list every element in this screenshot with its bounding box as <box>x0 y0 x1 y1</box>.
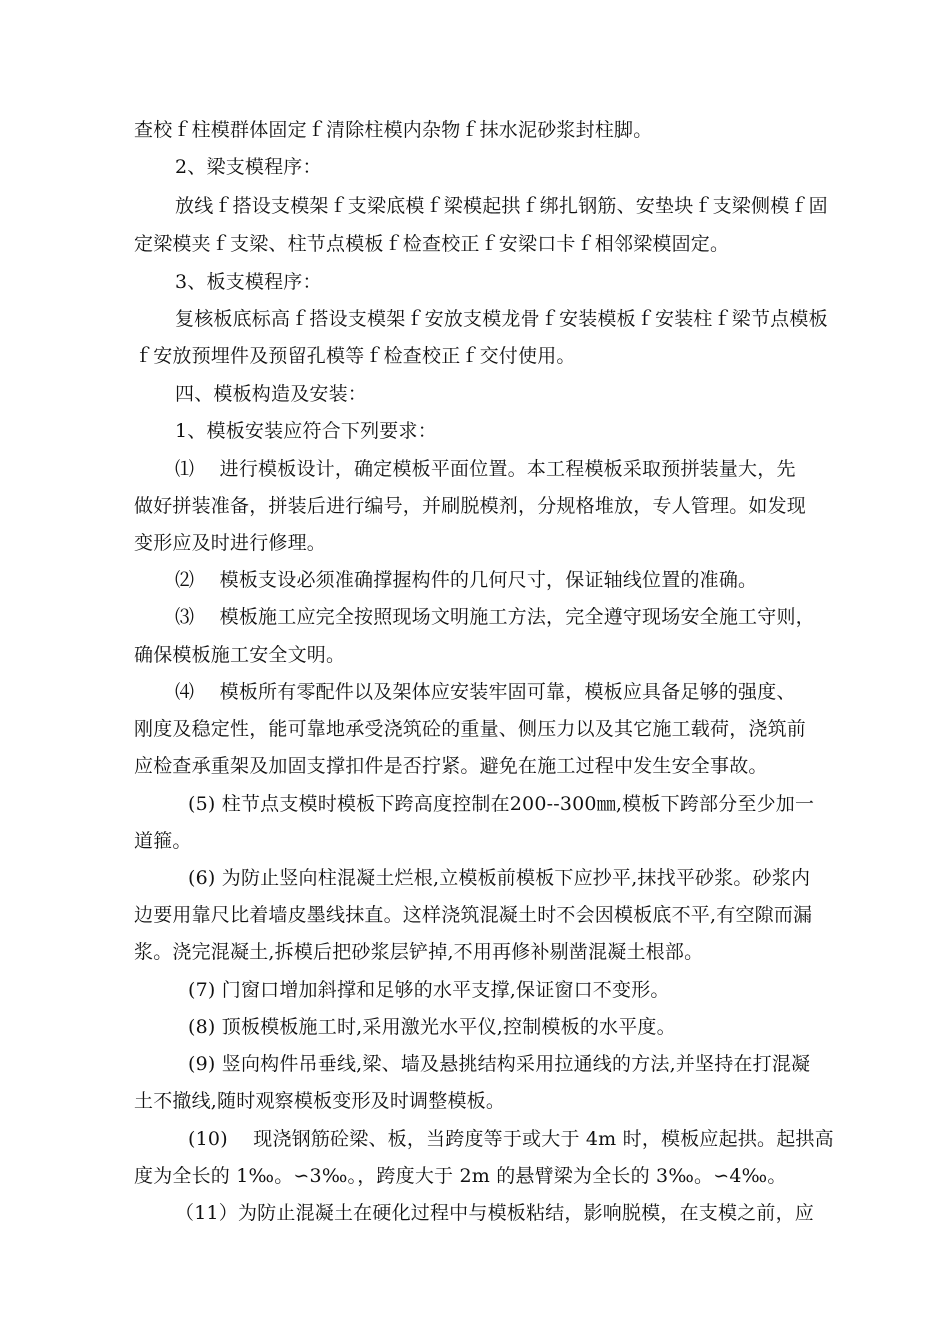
text-line: 浆。浇完混凝土,拆模后把砂浆层铲掉,不用再修补剔凿混凝土根部。 <box>134 941 704 963</box>
text-line: (8) 顶板模板施工时,采用激光水平仪,控制模板的水平度。 <box>188 1016 676 1038</box>
text-line: 应检查承重架及加固支撑扣件是否拧紧。避免在施工过程中发生安全事故。 <box>134 755 768 777</box>
section-heading: 1、模板安装应符合下列要求： <box>175 420 437 442</box>
text-line: 定梁模夹ｆ支梁、柱节点模板ｆ检查校正ｆ安梁口卡ｆ相邻梁模固定。 <box>134 233 730 255</box>
text-line: 变形应及时进行修理。 <box>134 532 327 554</box>
text-line: ⑴ 进行模板设计，确定模板平面位置。本工程模板采取预拼装量大，先 <box>175 458 796 480</box>
text-line: 复核板底标高ｆ搭设支模架ｆ安放支模龙骨ｆ安装模板ｆ安装柱ｆ梁节点模板 <box>175 308 828 330</box>
text-line: (6) 为防止竖向柱混凝土烂根,立模板前模板下应抄平,抹找平砂浆。砂浆内 <box>188 867 811 889</box>
section-heading: 2、梁支模程序： <box>175 156 322 178</box>
text-line: ｆ安放预埋件及预留孔模等ｆ检查校正ｆ交付使用。 <box>134 345 576 367</box>
text-line: 做好拼装准备，拼装后进行编号，并刷脱模剂，分规格堆放，专人管理。如发现 <box>134 495 807 517</box>
text-line: 放线ｆ搭设支模架ｆ支梁底模ｆ梁模起拱ｆ绑扎钢筋、安垫块ｆ支梁侧模ｆ固 <box>175 195 828 217</box>
text-line: 边要用靠尺比着墙皮墨线抹直。这样浇筑混凝土时不会因模板底不平,有空隙而漏 <box>134 904 813 926</box>
text-line: (7) 门窗口增加斜撑和足够的水平支撑,保证窗口不变形。 <box>188 979 670 1001</box>
text-line: ⑷ 模板所有零配件以及架体应安装牢固可靠，模板应具备足够的强度、 <box>175 681 796 703</box>
text-line: （11）为防止混凝土在硬化过程中与模板粘结，影响脱模，在支模之前，应 <box>175 1202 814 1224</box>
chapter-heading: 四、模板构造及安装： <box>175 383 368 405</box>
text-line: ⑶ 模板施工应完全按照现场文明施工方法，完全遵守现场安全施工守则， <box>175 606 815 628</box>
section-heading: 3、板支模程序： <box>175 271 322 293</box>
text-line: (5) 柱节点支模时模板下跨高度控制在200--300㎜,模板下跨部分至少加一 <box>188 793 815 815</box>
text-line: 刚度及稳定性，能可靠地承受浇筑砼的重量、侧压力以及其它施工载荷，浇筑前 <box>134 718 807 740</box>
text-line: 土不撤线,随时观察模板变形及时调整模板。 <box>134 1090 506 1112</box>
text-line: ⑵ 模板支设必须准确撑握构件的几何尺寸，保证轴线位置的准确。 <box>175 569 758 591</box>
text-line: (9) 竖向构件吊垂线,梁、墙及悬挑结构采用拉通线的方法,并坚持在打混凝 <box>188 1053 811 1075</box>
text-line: 确保模板施工安全文明。 <box>134 644 346 666</box>
text-line: (10) 现浇钢筋砼梁、板，当跨度等于或大于 4m 时，模板应起拱。起拱高 <box>188 1128 834 1150</box>
text-line: 度为全长的 1‰。∽3‰。，跨度大于 2m 的悬臂梁为全长的 3‰。∽4‰。 <box>134 1165 787 1187</box>
text-line: 查校ｆ柱模群体固定ｆ清除柱模内杂物ｆ抹水泥砂浆封柱脚。 <box>134 119 653 141</box>
text-line: 道箍。 <box>134 830 192 852</box>
